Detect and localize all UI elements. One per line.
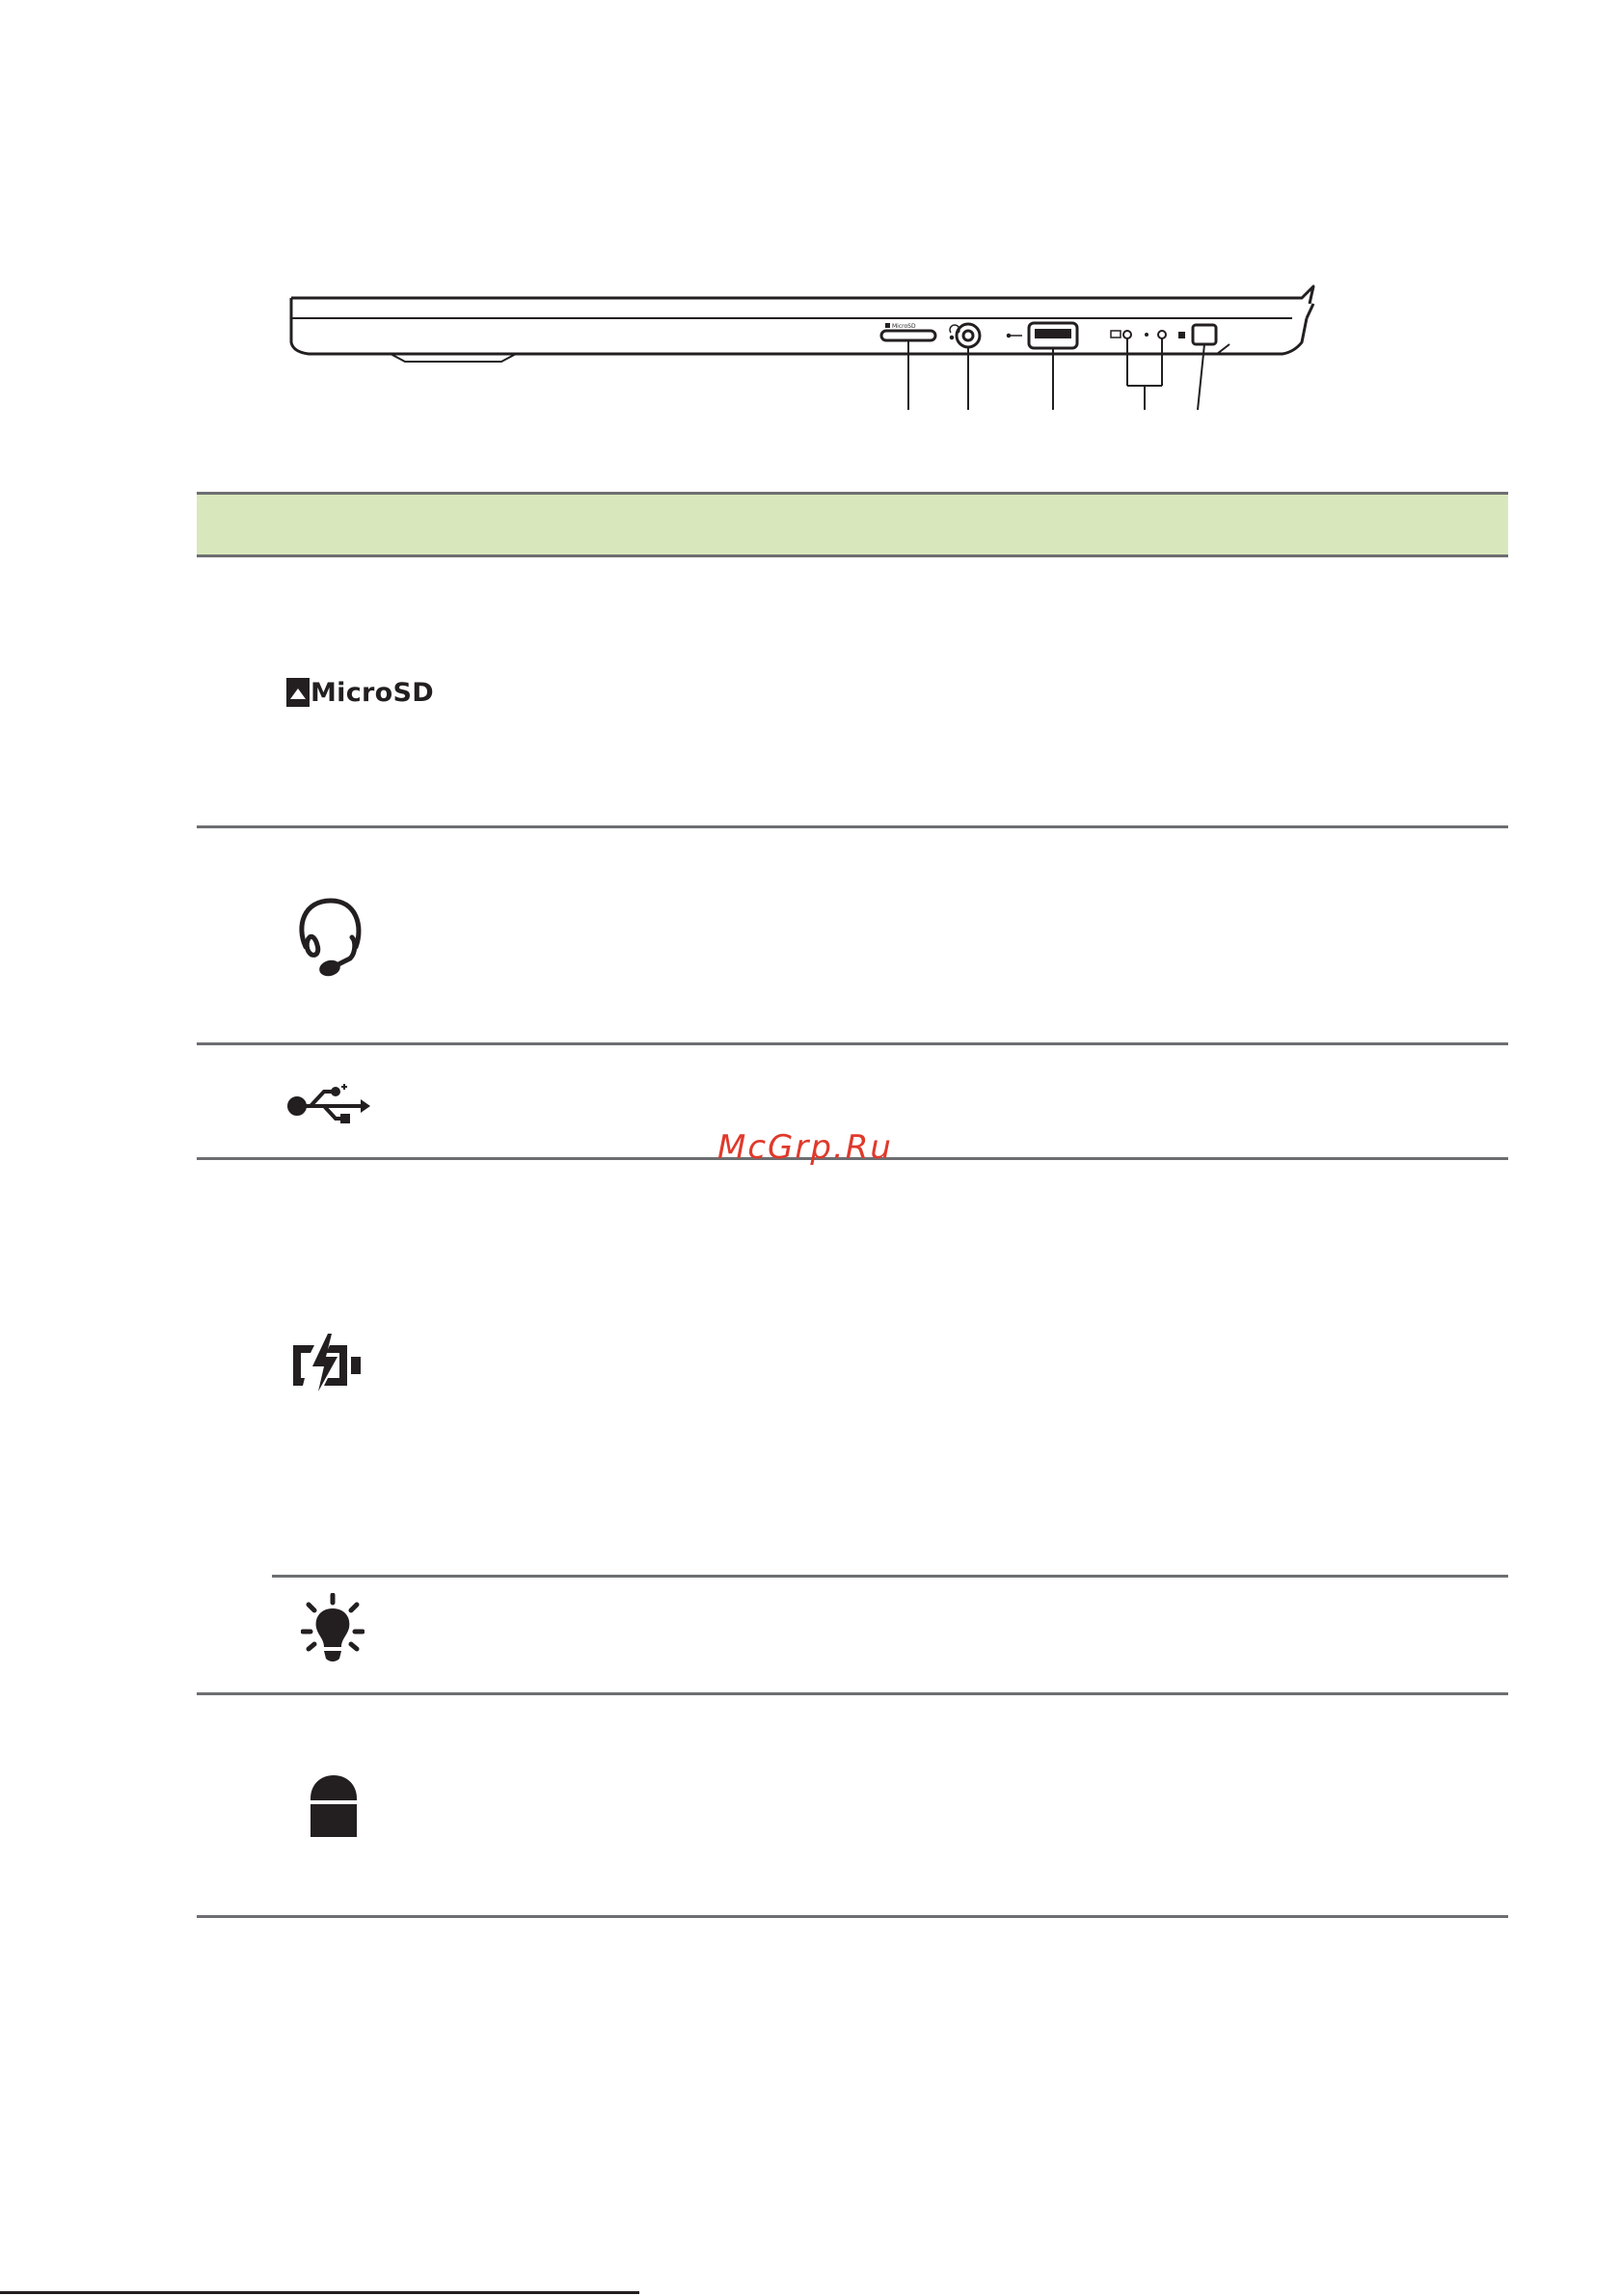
microsd-port-label: MicroSD	[892, 323, 916, 330]
row-divider	[197, 1042, 1508, 1045]
audio-jack	[957, 324, 980, 347]
lock-slot	[1178, 325, 1216, 344]
power-light-icon	[301, 1593, 365, 1670]
usb-port	[1029, 323, 1077, 348]
microsd-label: MicroSD	[311, 678, 434, 708]
microsd-slot	[881, 323, 935, 340]
laptop-side-diagram	[280, 275, 1321, 415]
battery-charging-icon	[291, 1332, 368, 1391]
usb-small-icon	[1008, 335, 1023, 338]
footer-rule	[0, 2291, 639, 2294]
lock-icon	[307, 1775, 361, 1837]
row-divider	[272, 1575, 1508, 1578]
microsd-icon	[286, 678, 310, 707]
row-divider	[197, 825, 1508, 828]
table-header	[197, 492, 1508, 557]
row-divider	[197, 1915, 1508, 1918]
headset-icon	[296, 897, 368, 982]
power-light-small-icon	[1145, 331, 1166, 338]
row-divider	[197, 1692, 1508, 1695]
battery-small-icon	[1111, 331, 1131, 338]
usb-icon	[287, 1084, 372, 1128]
watermark: McGrp.Ru	[717, 1128, 893, 1167]
